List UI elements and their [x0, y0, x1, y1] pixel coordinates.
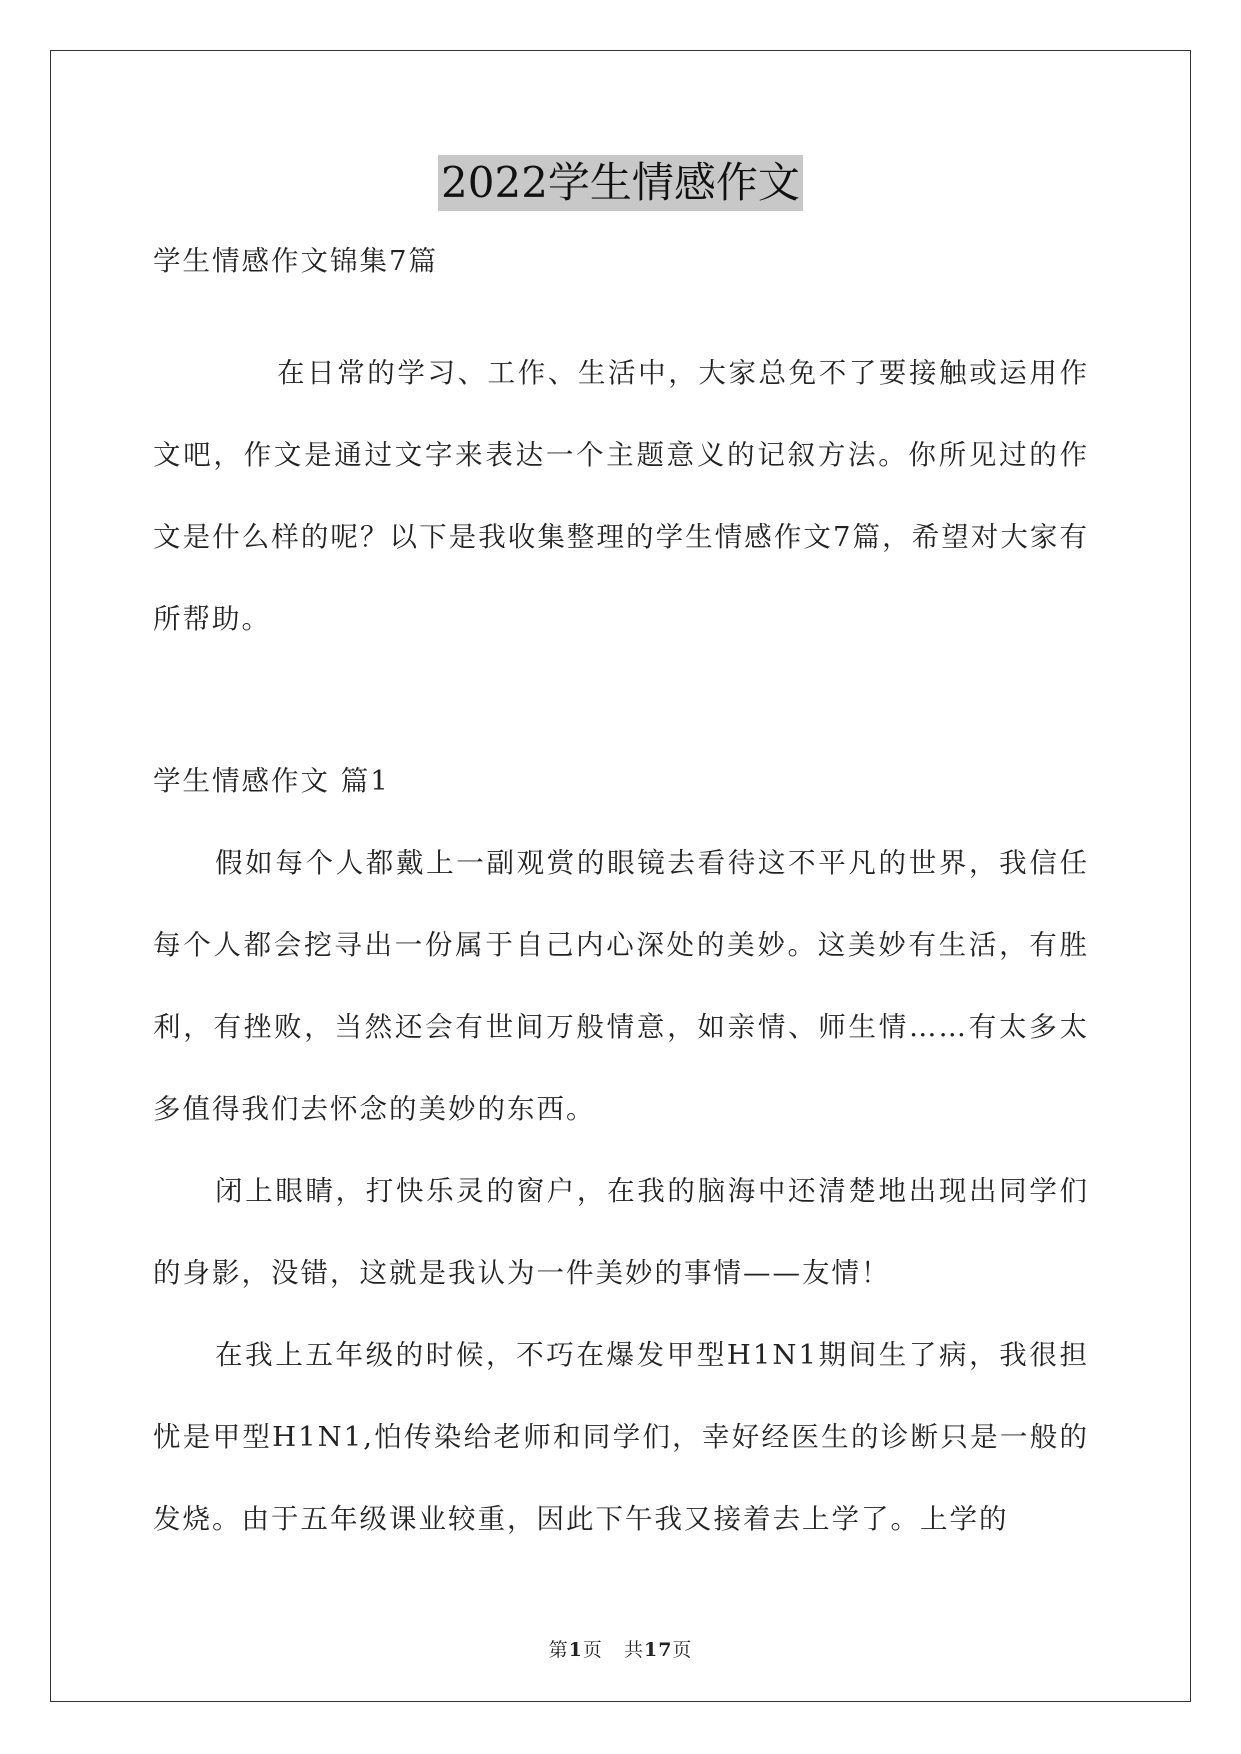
document-subtitle: 学生情感作文锦集7篇	[153, 245, 438, 277]
page-prefix: 第	[548, 1639, 569, 1661]
page-footer	[0, 1635, 1241, 1662]
intro-section	[153, 332, 1089, 660]
intro-paragraph: 在日常的学习、工作、生活中，大家总免不了要接触或运用作文吧，作文是通过文字来表达一个主题意义的记叙方法。你所见过的作文是什么样的呢？以下是我收集整理的学生情感作文7篇，希望对大家有所帮助。	[153, 357, 1089, 635]
total-suffix: 页	[672, 1639, 693, 1661]
paragraph-1: 假如每个人都戴上一副观赏的眼镜去看待这不平凡的世界，我信任每个人都会挖寻出一份属于自己内心深处的美妙。这美妙有生活，有胜利，有挫败，当然还会有世间万般情意，如亲情、师生情……有太多太多值得我们去怀念的美妙的东西。	[153, 847, 1089, 1125]
total-prefix: 共	[623, 1639, 644, 1661]
page-suffix: 页	[582, 1639, 603, 1661]
total-pages: 17	[643, 1639, 673, 1661]
essay-section-1	[153, 740, 1089, 1560]
title-container	[0, 155, 1241, 211]
paragraph-3: 在我上五年级的时候，不巧在爆发甲型H1N1期间生了病，我很担忧是甲型H1N1,怕传染给老师和同学们，幸好经医生的诊断只是一般的发烧。由于五年级课业较重，因此下午我又接着去上学了。上学的	[153, 1339, 1089, 1535]
document-title: 2022学生情感作文	[438, 155, 803, 211]
paragraph-2: 闭上眼睛，打快乐灵的窗户，在我的脑海中还清楚地出现出同学们的身影，没错，这就是我认为一件美妙的事情——友情！	[153, 1175, 1089, 1289]
section-heading: 学生情感作文 篇1	[153, 765, 390, 797]
page-number: 1	[568, 1639, 583, 1661]
